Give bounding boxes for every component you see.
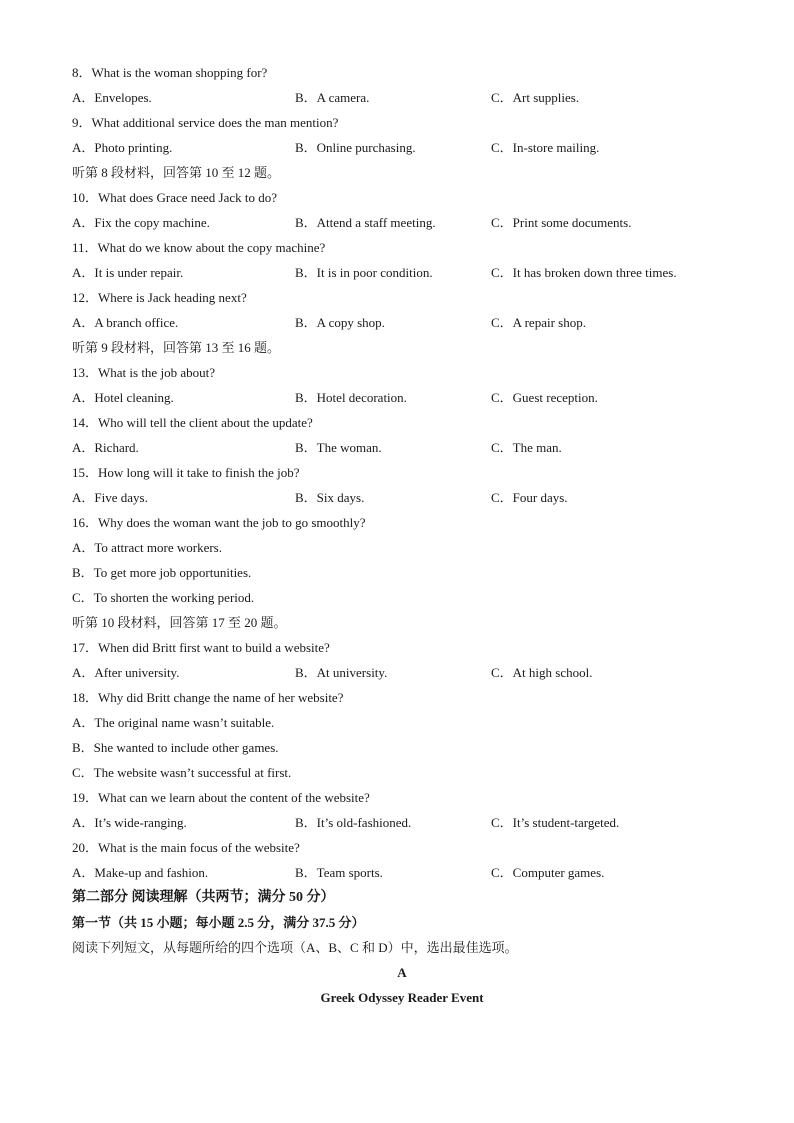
answer-option: A．Photo printing. (72, 140, 173, 155)
option-row (72, 264, 732, 289)
answer-option: C．It has broken down three times. (491, 265, 677, 280)
answer-option: A．It is under repair. (72, 265, 184, 280)
question-text: A．The original name wasn’t suitable. (72, 715, 275, 730)
answer-option: A．Richard. (72, 440, 139, 455)
option-row (72, 439, 732, 464)
answer-option: C．Art supplies. (491, 90, 580, 105)
answer-option: C．Computer games. (491, 865, 605, 880)
answer-option: C．Guest reception. (491, 390, 598, 405)
subsection-heading: 第一节（共 15 小题；每小题 2.5 分，满分 37.5 分） (72, 915, 365, 930)
option-row (72, 89, 732, 114)
question-text: 10．What does Grace need Jack to do? (72, 190, 278, 205)
answer-option: B．Online purchasing. (295, 140, 416, 155)
section-heading: 第二部分 阅读理解（共两节；满分 50 分） (72, 890, 335, 905)
answer-option: A．After university. (72, 665, 180, 680)
option-row (72, 314, 732, 339)
answer-option: B．Six days. (295, 490, 365, 505)
question-text: C．The website wasn’t successful at first. (72, 765, 292, 780)
question-text: 20．What is the main focus of the website? (72, 840, 300, 855)
question-text: 15．How long will it take to finish the job? (72, 465, 300, 480)
option-row (72, 489, 732, 514)
option-row (72, 864, 732, 889)
answer-option: B．The woman. (295, 440, 382, 455)
answer-option: A．Five days. (72, 490, 148, 505)
answer-option: A．Hotel cleaning. (72, 390, 174, 405)
answer-option: A．Fix the copy machine. (72, 215, 210, 230)
passage-title: Greek Odyssey Reader Event (320, 990, 484, 1005)
question-text: 听第 8 段材料，回答第 10 至 12 题。 (72, 165, 281, 180)
answer-option: A．A branch office. (72, 315, 179, 330)
question-text: B．She wanted to include other games. (72, 740, 279, 755)
question-text: 17．When did Britt first want to build a website? (72, 640, 330, 655)
answer-option: C．A repair shop. (491, 315, 586, 330)
answer-option: C．Print some documents. (491, 215, 632, 230)
answer-option: B．It’s old-fashioned. (295, 815, 412, 830)
question-text: 16．Why does the woman want the job to go smoothly? (72, 515, 366, 530)
answer-option: C．The man. (491, 440, 562, 455)
question-text: C．To shorten the working period. (72, 590, 255, 605)
question-text: B．To get more job opportunities. (72, 565, 252, 580)
question-text: 11．What do we know about the copy machine? (72, 240, 326, 255)
question-text: 18．Why did Britt change the name of her website? (72, 690, 344, 705)
option-row (72, 389, 732, 414)
answer-option: C．It’s student-targeted. (491, 815, 620, 830)
option-row (72, 664, 732, 689)
question-text: 阅读下列短文，从每题所给的四个选项（A、B、C 和 D）中，选出最佳选项。 (72, 940, 518, 955)
answer-option: B．Attend a staff meeting. (295, 215, 436, 230)
question-text: 12．Where is Jack heading next? (72, 290, 247, 305)
passage-title: A (397, 965, 407, 980)
question-text: 9．What additional service does the man mention? (72, 115, 339, 130)
option-row (72, 814, 732, 839)
answer-option: B．A copy shop. (295, 315, 385, 330)
answer-option: C．In-store mailing. (491, 140, 600, 155)
answer-option: B．A camera. (295, 90, 370, 105)
option-row (72, 214, 732, 239)
question-text: A．To attract more workers. (72, 540, 222, 555)
question-text: 听第 9 段材料，回答第 13 至 16 题。 (72, 340, 281, 355)
answer-option: B．Hotel decoration. (295, 390, 407, 405)
question-text: 听第 10 段材料，回答第 17 至 20 题。 (72, 615, 287, 630)
answer-option: A．Make-up and fashion. (72, 865, 209, 880)
question-text: 14．Who will tell the client about the update? (72, 415, 313, 430)
answer-option: B．It is in poor condition. (295, 265, 433, 280)
answer-option: B．At university. (295, 665, 388, 680)
answer-option: A．Envelopes. (72, 90, 152, 105)
question-text: 19．What can we learn about the content of the website? (72, 790, 370, 805)
answer-option: C．At high school. (491, 665, 593, 680)
question-text: 8．What is the woman shopping for? (72, 65, 268, 80)
option-row (72, 139, 732, 164)
answer-option: C．Four days. (491, 490, 568, 505)
answer-option: B．Team sports. (295, 865, 383, 880)
question-text: 13．What is the job about? (72, 365, 215, 380)
exam-page (72, 64, 732, 1014)
answer-option: A．It’s wide-ranging. (72, 815, 187, 830)
